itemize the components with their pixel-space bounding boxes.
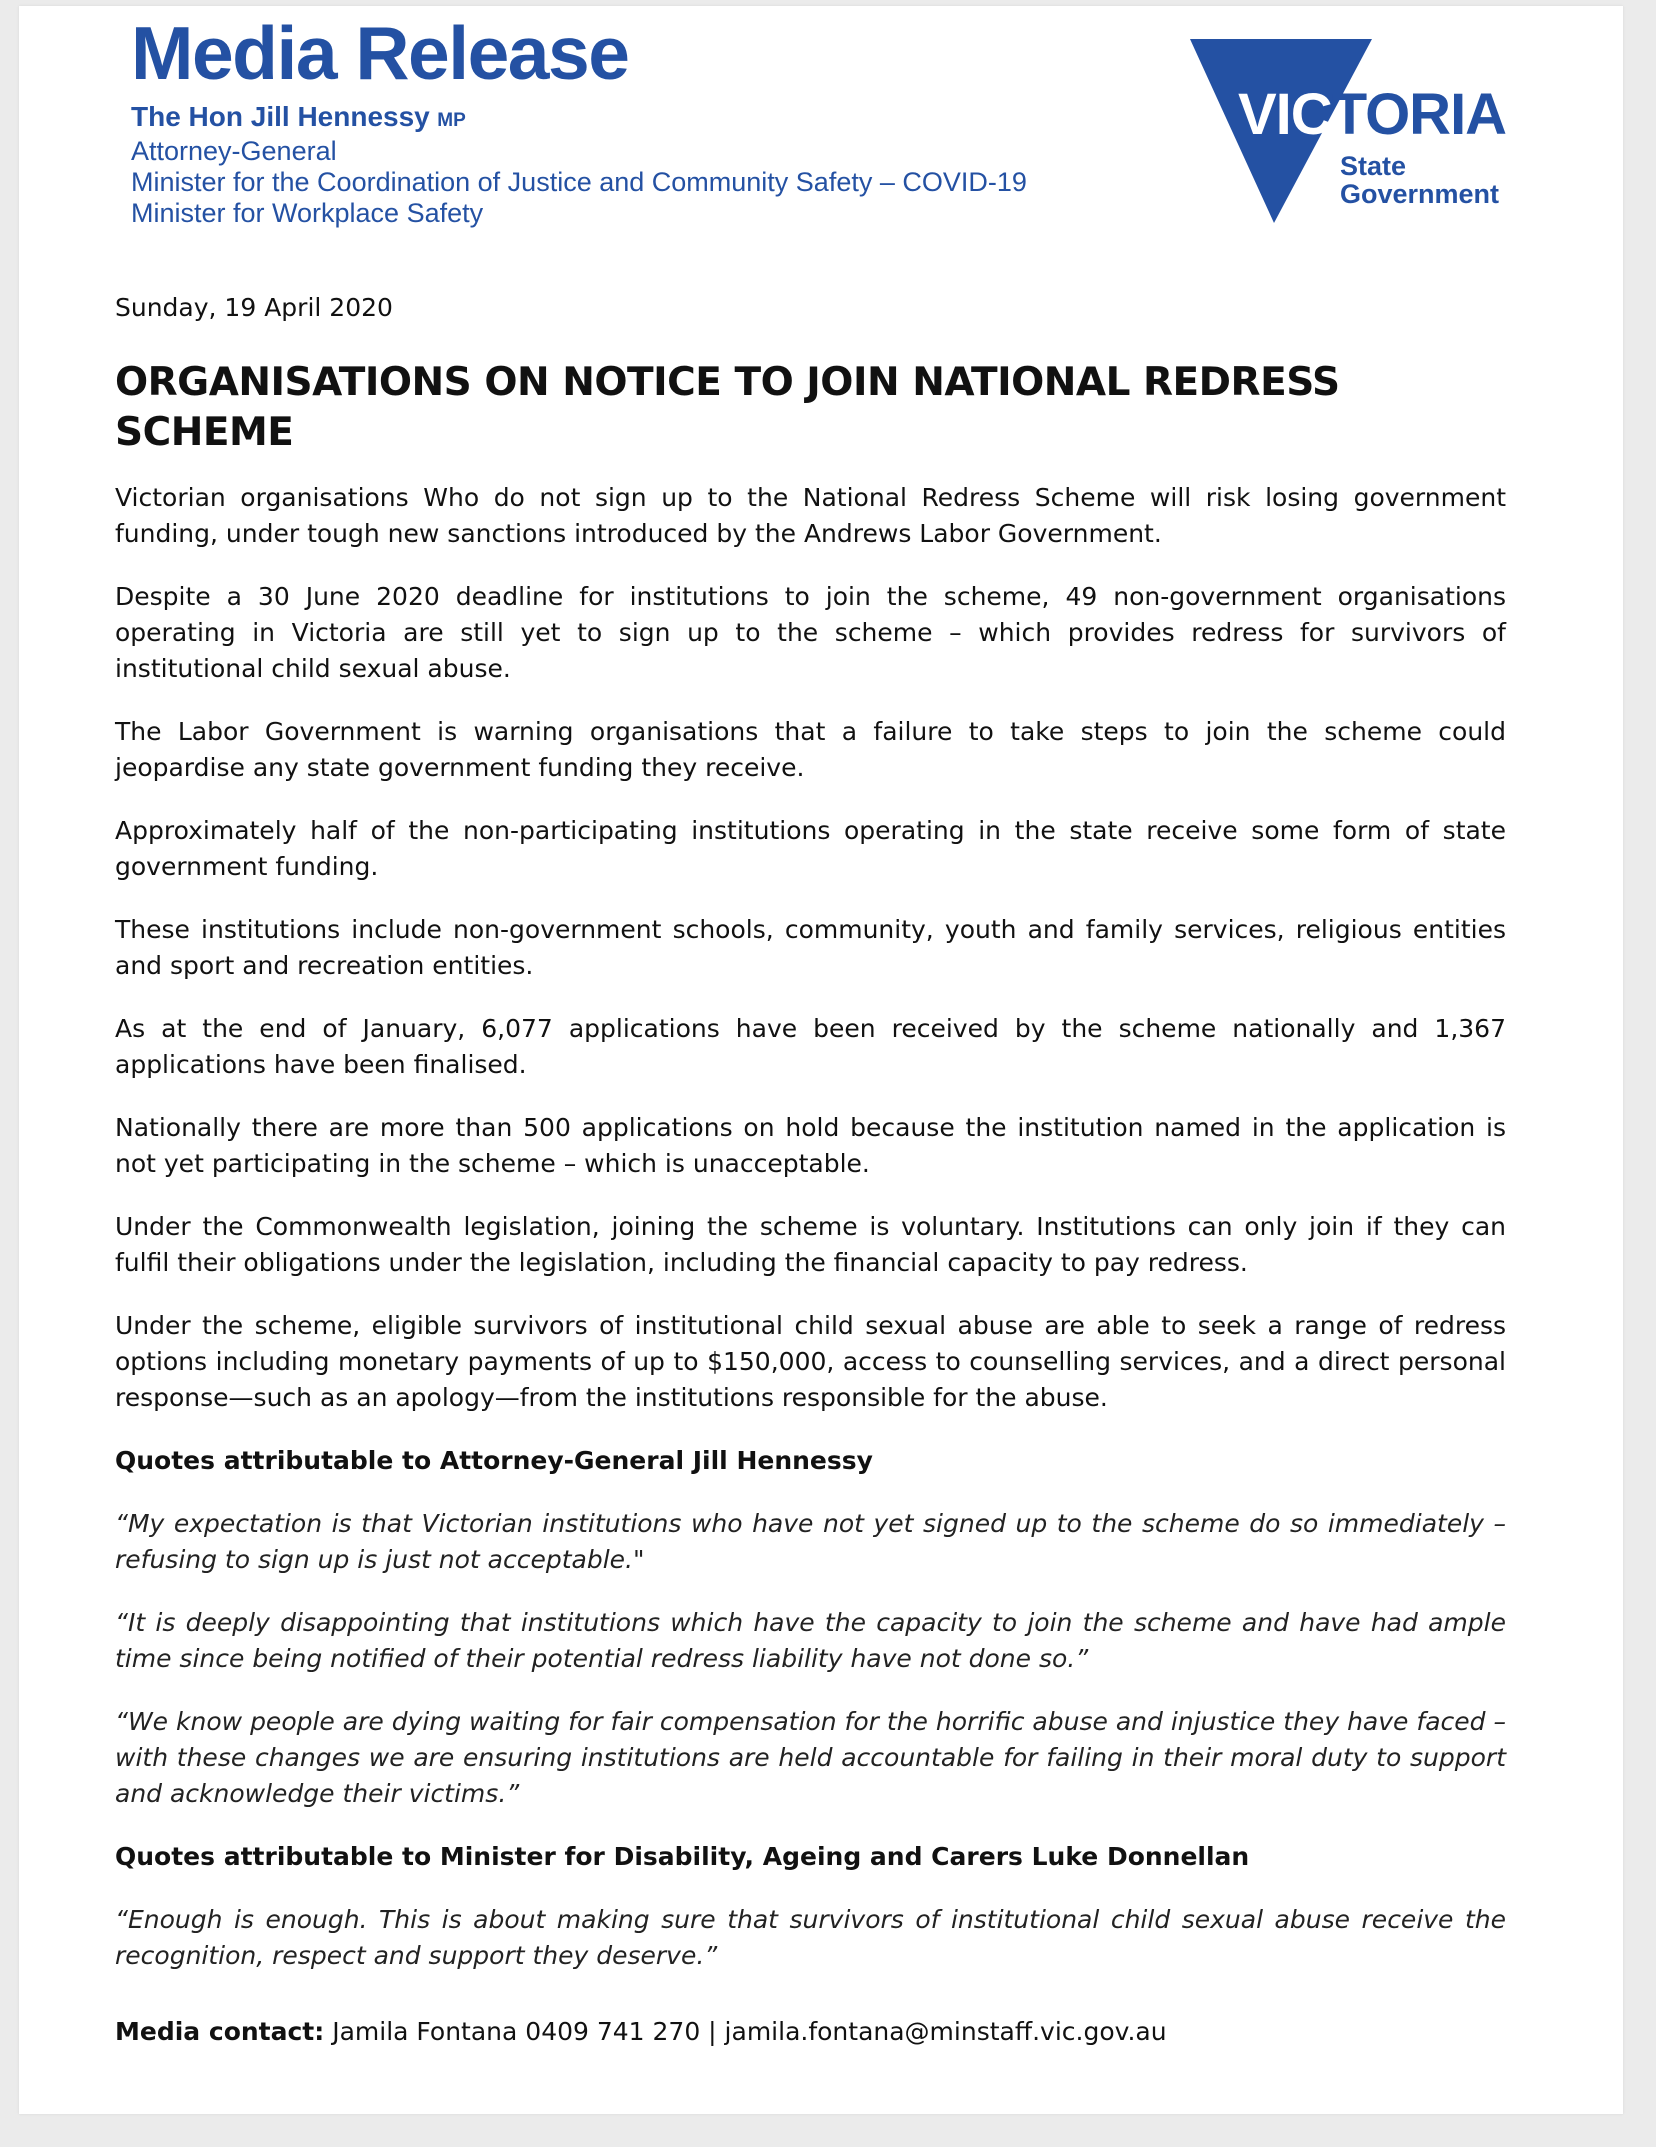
minister-role: Minister for the Coordination of Justice and Community Safety – COVID-19 (131, 167, 1027, 197)
victoria-state-government-logo (1190, 33, 1546, 223)
body-paragraph: Victorian organisations Who do not sign up to the National Redress Scheme will risk losing government funding, under tough new sanctions introduced by the Andrews Labor Government. (115, 483, 1506, 548)
body-paragraph: Approximately half of the non-participating institutions operating in the state receive some form of state government funding. (115, 816, 1506, 881)
logo-wordmark-rest: TORIA (1331, 82, 1507, 147)
minister-suffix: MP (437, 110, 466, 131)
media-release-title: Media Release (131, 11, 629, 95)
quote-paragraph: “It is deeply disappointing that institutions which have the capacity to join the scheme and have had ample time since being notified of their potential redress liability have not done so.” (115, 1608, 1506, 1673)
release-headline: ORGANISATIONS ON NOTICE TO JOIN NATIONAL REDRESS SCHEME (115, 360, 1340, 455)
quote-paragraph: “We know people are dying waiting for fair compensation for the horrific abuse and injustice they have faced – with these changes we are ensuring institutions are held accountable for failing in their moral duty to support and acknowledge their victims.” (115, 1707, 1506, 1808)
body-paragraph: Despite a 30 June 2020 deadline for institutions to join the scheme, 49 non-government organisations operating in Victoria are still yet to sign up to the scheme – which provides redress for survivors of institutional child sexual abuse. (115, 582, 1506, 683)
body-paragraph: The Labor Government is warning organisations that a failure to take steps to join the scheme could jeopardise any state government funding they receive. (115, 717, 1506, 782)
body-paragraph: Under the Commonwealth legislation, joining the scheme is voluntary. Institutions can only join if they can fulfil their obligations under the legislation, including the financial capacity to pay redress. (115, 1212, 1506, 1277)
minister-role: Attorney-General (131, 136, 337, 166)
quotes-heading-attorney-general: Quotes attributable to Attorney-General Jill Hennessy (115, 1446, 873, 1475)
logo-line-state: State (1340, 151, 1407, 181)
logo-wordmark (1238, 82, 1506, 147)
body-paragraph: Nationally there are more than 500 applications on hold because the institution named in the application is not yet participating in the scheme – which is unacceptable. (115, 1113, 1506, 1178)
quote-paragraph: “Enough is enough. This is about making sure that survivors of institutional child sexual abuse receive the recognition, respect and support they deserve.” (115, 1905, 1506, 1970)
body-paragraph: As at the end of January, 6,077 applications have been received by the scheme nationally and 1,367 applications have been finalised. (115, 1014, 1506, 1079)
release-body (115, 290, 1506, 2001)
media-contact-label: Media contact: (115, 2017, 325, 2046)
masthead (131, 11, 1027, 229)
body-paragraph: These institutions include non-government schools, community, youth and family services, religious entities and sport and recreation entities. (115, 915, 1506, 980)
body-paragraph: Under the scheme, eligible survivors of institutional child sexual abuse are able to seek a range of redress options including monetary payments of up to $150,000, access to counselling services, and a direct personal response—such as an apology—from the institutions responsible for the abuse. (115, 1311, 1506, 1412)
minister-name-line (131, 101, 1027, 136)
minister-name: The Hon Jill Hennessy (131, 101, 430, 132)
minister-role: Minister for Workplace Safety (131, 198, 484, 228)
quote-paragraph: “My expectation is that Victorian institutions who have not yet signed up to the scheme do so immediately – refusing to sign up is just not acceptable." (115, 1509, 1506, 1574)
release-date: Sunday, 19 April 2020 (115, 293, 393, 322)
media-contact-details: Jamila Fontana 0409 741 270 | jamila.fontana@minstaff.vic.gov.au (332, 2017, 1167, 2046)
quotes-heading-disability-minister: Quotes attributable to Minister for Disability, Ageing and Carers Luke Donnellan (115, 1842, 1250, 1871)
media-contact (115, 2014, 1167, 2050)
logo-wordmark-first: VIC (1238, 82, 1332, 147)
logo-line-government: Government (1340, 179, 1500, 209)
